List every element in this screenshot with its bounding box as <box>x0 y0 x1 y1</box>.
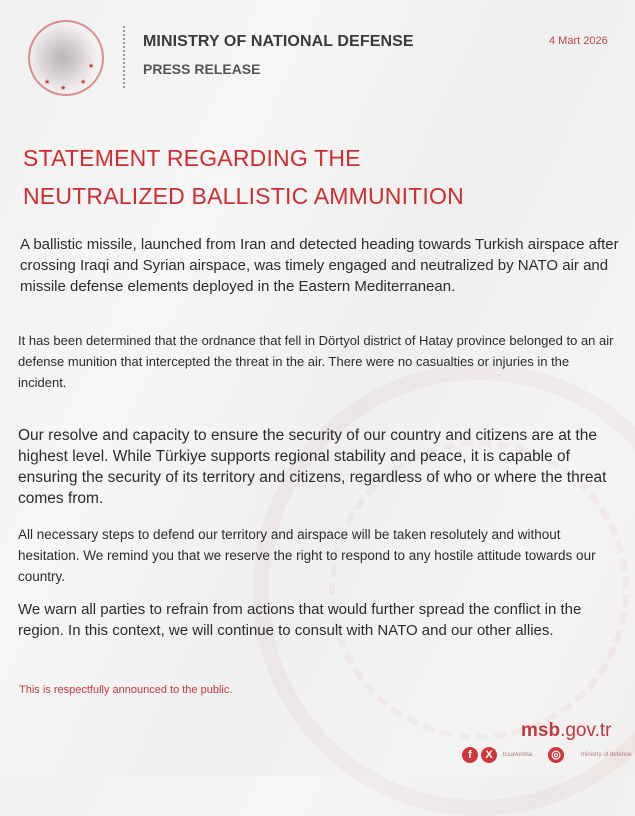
instagram-handle: ministry of defense <box>581 752 632 758</box>
facebook-icon[interactable]: f <box>462 747 478 763</box>
paragraph-necessary-steps: All necessary steps to defend our territory and airspace will be taken resolutely and without hesitation. We remind you that we reserve the right to respond to any hostile attitude towards our country. <box>18 527 596 584</box>
statement-title <box>23 139 464 215</box>
site-bold: msb <box>521 720 561 741</box>
social-links <box>462 744 631 766</box>
closing-statement: This is respectfully announced to the public. <box>19 684 233 696</box>
website-link[interactable] <box>521 720 611 742</box>
ministry-seal-logo <box>28 20 104 96</box>
star-icon: ★ <box>60 85 67 92</box>
header-divider <box>123 26 125 88</box>
paragraph-warning: We warn all parties to refrain from actions that would further spread the conflict in the region. In this context, we will continue to consult with NATO and our other allies. <box>18 601 582 639</box>
document-header <box>0 0 635 110</box>
star-icon: ★ <box>88 63 95 70</box>
title-line-1: STATEMENT REGARDING THE <box>23 145 361 171</box>
paragraph-ordnance-dortyol: It has been determined that the ordnance that fell in Dörtyol district of Hatay province belonged to an air defense munition that intercepted the threat in the air. There were no casualties or injuries in the incident. <box>18 333 614 390</box>
title-line-2: NEUTRALIZED BALLISTIC AMMUNITION <box>23 183 464 209</box>
instagram-icon[interactable]: ◎ <box>548 747 564 763</box>
star-icon: ★ <box>80 79 87 86</box>
site-domain: .gov.tr <box>560 720 612 741</box>
release-date: 4 Mart 2026 <box>549 35 608 47</box>
ministry-name: MINISTRY OF NATIONAL DEFENSE <box>143 33 414 50</box>
paragraph-resolve: Our resolve and capacity to ensure the security of our country and citizens are at the highest level. While Türkiye supports regional stability and peace, it is capable of ensuring the security of its territory and citizens, regardless of who or where the threat comes from. <box>18 427 607 507</box>
star-icon: ★ <box>44 79 51 86</box>
press-release-label: PRESS RELEASE <box>143 61 261 77</box>
x-twitter-icon[interactable]: X <box>481 747 497 763</box>
social-handle: tcsavunma <box>503 752 533 758</box>
paragraph-missile-neutralized: A ballistic missile, launched from Iran and detected heading towards Turkish airspace after crossing Iraqi and Syrian airspace, was timely engaged and neutralized by NATO air and missile defense elements deployed in the Eastern Mediterranean. <box>20 236 619 295</box>
